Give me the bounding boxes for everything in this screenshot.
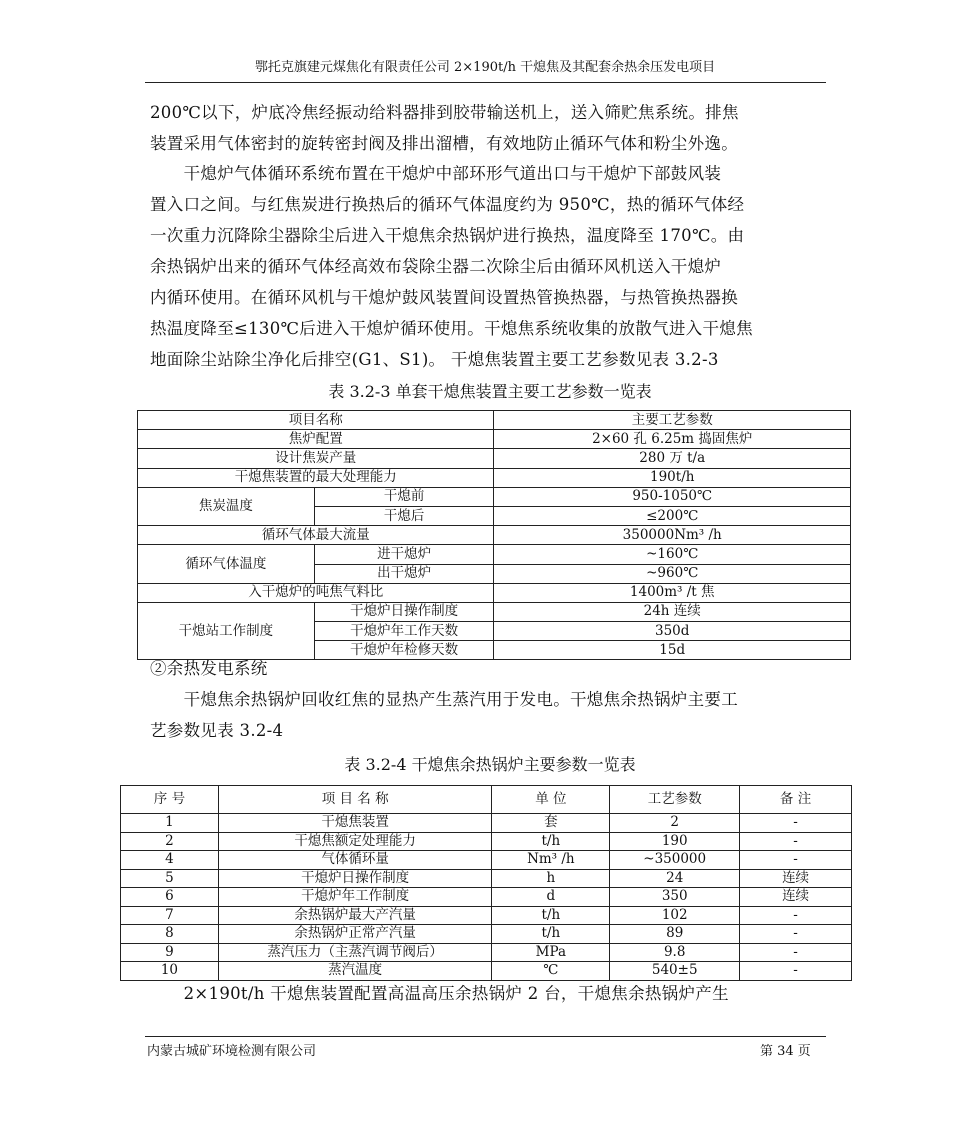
cell-item: 余热锅炉正常产汽量 xyxy=(218,925,492,944)
table-header-row xyxy=(121,786,852,814)
cell-item: 干熄焦额定处理能力 xyxy=(218,832,492,851)
cell-item: 干熄炉日操作制度 xyxy=(218,869,492,888)
cell-remark: - xyxy=(740,943,852,962)
footer-divider xyxy=(145,1036,826,1037)
paragraph-line: 装置采用气体密封的旋转密封阀及排出溜槽，有效地防止循环气体和粉尘外逸。 xyxy=(150,134,738,153)
table-row xyxy=(121,906,852,925)
cell-unit: ℃ xyxy=(492,962,610,981)
paragraph-line: 置入口之间。与红焦炭进行换热后的循环气体温度约为 950℃，热的循环气体经 xyxy=(150,195,745,214)
cell-value: 350d xyxy=(494,622,851,641)
table-row xyxy=(121,962,852,981)
cell-item: 气体循环量 xyxy=(218,851,492,870)
cell-unit: h xyxy=(492,869,610,888)
cell-value: 1400m³ /t 焦 xyxy=(494,583,851,602)
cell-subname: 干熄炉年工作天数 xyxy=(314,622,494,641)
paragraph-line: 内循环使用。在循环风机与干熄炉鼓风装置间设置热管换热器，与热管换热器换 xyxy=(150,288,738,307)
table-header-row xyxy=(138,411,851,430)
cell-subname: 干熄炉年检修天数 xyxy=(314,641,494,660)
params-table xyxy=(137,410,851,660)
cell-index: 4 xyxy=(121,851,219,870)
cell-remark: - xyxy=(740,962,852,981)
table-row xyxy=(121,888,852,907)
cell-remark: - xyxy=(740,851,852,870)
cell-remark: 连续 xyxy=(740,888,852,907)
paragraph-line: 余热锅炉出来的循环气体经高效布袋除尘器二次除尘后由循环风机送入干熄炉 xyxy=(150,257,722,276)
cell-subname: 干熄前 xyxy=(314,487,494,506)
cell-remark: - xyxy=(740,906,852,925)
table-row xyxy=(138,602,851,621)
cell-value: 280 万 t/a xyxy=(494,449,851,468)
table-row xyxy=(121,832,852,851)
table-row xyxy=(138,526,851,545)
cell-name: 焦炉配置 xyxy=(138,430,494,449)
table-row xyxy=(138,583,851,602)
cell-group: 焦炭温度 xyxy=(138,487,315,525)
cell-param: 540±5 xyxy=(610,962,740,981)
cell-remark: - xyxy=(740,814,852,833)
paragraph-line: 干熄焦余热锅炉回收红焦的显热产生蒸汽用于发电。干熄焦余热锅炉主要工 xyxy=(150,690,738,709)
table-row xyxy=(121,869,852,888)
cell-unit: d xyxy=(492,888,610,907)
cell-value: 24h 连续 xyxy=(494,602,851,621)
cell-name: 设计焦炭产量 xyxy=(138,449,494,468)
cell-index: 9 xyxy=(121,943,219,962)
cell-subname: 干熄炉日操作制度 xyxy=(314,602,494,621)
cell-value: 190t/h xyxy=(494,468,851,487)
cell-param: 89 xyxy=(610,925,740,944)
cell-unit: t/h xyxy=(492,906,610,925)
cell-index: 5 xyxy=(121,869,219,888)
cell-param: 2 xyxy=(610,814,740,833)
cell-value: 950-1050℃ xyxy=(494,487,851,506)
cell-param: 190 xyxy=(610,832,740,851)
cell-unit: MPa xyxy=(492,943,610,962)
table-row xyxy=(121,814,852,833)
cell-remark: - xyxy=(740,832,852,851)
cell-param: 9.8 xyxy=(610,943,740,962)
cell-index: 8 xyxy=(121,925,219,944)
footer-page-number: 第 34 页 xyxy=(760,1044,811,1059)
cell-name: 循环气体最大流量 xyxy=(138,526,494,545)
cell-index: 1 xyxy=(121,814,219,833)
header-cell: 单 位 xyxy=(492,786,610,814)
cell-name: 入干熄炉的吨焦气料比 xyxy=(138,583,494,602)
cell-index: 6 xyxy=(121,888,219,907)
boiler-params-table xyxy=(120,785,852,981)
cell-index: 2 xyxy=(121,832,219,851)
header-cell: 项目名称 xyxy=(138,411,494,430)
paragraph-line: 200℃以下，炉底冷焦经振动给料器排到胶带输送机上，送入筛贮焦系统。排焦 xyxy=(150,103,739,122)
table-row xyxy=(121,925,852,944)
table-row xyxy=(138,430,851,449)
cell-subname: 干熄后 xyxy=(314,506,494,525)
cell-remark: 连续 xyxy=(740,869,852,888)
cell-index: 10 xyxy=(121,962,219,981)
cell-item: 干熄炉年工作制度 xyxy=(218,888,492,907)
paragraph-line: 艺参数见表 3.2-4 xyxy=(150,721,284,740)
header-cell: 主要工艺参数 xyxy=(494,411,851,430)
cell-value: ~160℃ xyxy=(494,545,851,564)
section-heading: ②余热发电系统 xyxy=(150,659,268,678)
table-row xyxy=(121,943,852,962)
cell-unit: t/h xyxy=(492,832,610,851)
table-caption: 表 3.2-3 单套干熄焦装置主要工艺参数一览表 xyxy=(328,382,652,401)
cell-unit: 套 xyxy=(492,814,610,833)
cell-item: 余热锅炉最大产汽量 xyxy=(218,906,492,925)
cell-subname: 进干熄炉 xyxy=(314,545,494,564)
cell-value: 2×60 孔 6.25m 捣固焦炉 xyxy=(494,430,851,449)
cell-unit: t/h xyxy=(492,925,610,944)
cell-param: 350 xyxy=(610,888,740,907)
paragraph-line: 2×190t/h 干熄焦装置配置高温高压余热锅炉 2 台，干熄焦余热锅炉产生 xyxy=(150,984,729,1003)
cell-group: 循环气体温度 xyxy=(138,545,315,583)
paragraph-line: 干熄炉气体循环系统布置在干熄炉中部环形气道出口与干熄炉下部鼓风装 xyxy=(150,164,722,183)
header-cell: 序 号 xyxy=(121,786,219,814)
table-row xyxy=(121,851,852,870)
header-cell: 项 目 名 称 xyxy=(218,786,492,814)
table-row xyxy=(138,487,851,506)
table-row xyxy=(138,449,851,468)
cell-value: 15d xyxy=(494,641,851,660)
cell-remark: - xyxy=(740,925,852,944)
cell-value: ≤200℃ xyxy=(494,506,851,525)
footer-company: 内蒙古城矿环境检测有限公司 xyxy=(147,1044,317,1059)
table-row xyxy=(138,468,851,487)
header-cell: 备 注 xyxy=(740,786,852,814)
cell-param: 102 xyxy=(610,906,740,925)
header-divider xyxy=(145,82,826,83)
table-row xyxy=(138,545,851,564)
cell-param: ~350000 xyxy=(610,851,740,870)
paragraph-line: 地面除尘站除尘净化后排空(G1、S1)。 干熄焦装置主要工艺参数见表 3.2-3 xyxy=(150,350,719,369)
cell-value: 350000Nm³ /h xyxy=(494,526,851,545)
cell-param: 24 xyxy=(610,869,740,888)
page-header: 鄂托克旗建元煤焦化有限责任公司 2×190t/h 干熄焦及其配套余热余压发电项目 xyxy=(254,60,716,75)
paragraph-line: 一次重力沉降除尘器除尘后进入干熄焦余热锅炉进行换热，温度降至 170℃。由 xyxy=(150,226,745,245)
cell-group: 干熄站工作制度 xyxy=(138,602,315,660)
cell-value: ~960℃ xyxy=(494,564,851,583)
cell-item: 蒸汽温度 xyxy=(218,962,492,981)
paragraph-line: 热温度降至≤130℃后进入干熄炉循环使用。干熄焦系统收集的放散气进入干熄焦 xyxy=(150,319,753,338)
cell-item: 干熄焦装置 xyxy=(218,814,492,833)
table-caption: 表 3.2-4 干熄焦余热锅炉主要参数一览表 xyxy=(344,755,636,774)
cell-subname: 出干熄炉 xyxy=(314,564,494,583)
cell-index: 7 xyxy=(121,906,219,925)
header-cell: 工艺参数 xyxy=(610,786,740,814)
cell-name: 干熄焦装置的最大处理能力 xyxy=(138,468,494,487)
cell-unit: Nm³ /h xyxy=(492,851,610,870)
cell-item: 蒸汽压力（主蒸汽调节阀后） xyxy=(218,943,492,962)
